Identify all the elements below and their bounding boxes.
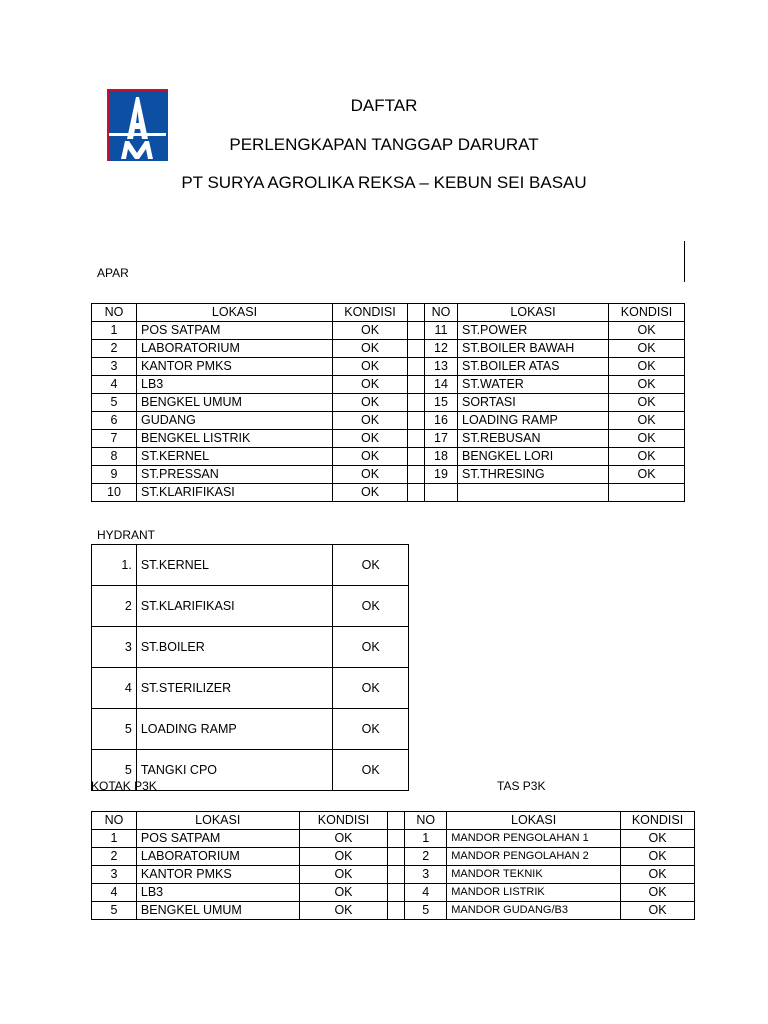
cell-lokasi: MANDOR GUDANG/B3 [447,902,621,920]
cell-no: 10 [92,484,137,502]
cell-kondisi: OK [609,322,685,340]
table-row [92,884,695,902]
table-row [92,322,685,340]
cell-kondisi: OK [299,866,388,884]
table-row [92,376,685,394]
col-kondisi: KONDISI [299,812,388,830]
cell-lokasi: LABORATORIUM [137,340,333,358]
hydrant-label: HYDRANT [97,528,156,542]
table-row [92,627,409,668]
cell-lokasi: ST.KERNEL [137,448,333,466]
cell-kondisi: OK [333,340,408,358]
cell-no: 14 [425,376,458,394]
cell-no [425,484,458,502]
cell-lokasi [458,484,609,502]
cell-lokasi: ST.KLARIFIKASI [136,586,332,627]
column-gap [388,848,405,866]
cell-no: 1 [405,830,447,848]
cell-lokasi: GUDANG [137,412,333,430]
cell-kondisi: OK [299,848,388,866]
cell-lokasi: ST.REBUSAN [458,430,609,448]
cell-lokasi: ST.BOILER [136,627,332,668]
apar-table [91,303,685,502]
cell-no: 3 [92,627,137,668]
cell-no: 5 [92,709,137,750]
table-row [92,430,685,448]
cell-kondisi: OK [333,627,409,668]
column-gap [388,884,405,902]
apar-header-row [92,304,685,322]
col-kondisi: KONDISI [621,812,695,830]
cell-kondisi: OK [621,830,695,848]
column-gap [408,358,425,376]
table-row [92,668,409,709]
cell-lokasi: LOADING RAMP [458,412,609,430]
col-kondisi: KONDISI [333,304,408,322]
doc-title-perlengkapan: PERLENGKAPAN TANGGAP DARURAT [229,135,539,154]
cell-lokasi: ST.BOILER ATAS [458,358,609,376]
table-row [92,586,409,627]
column-gap [388,902,405,920]
cell-no: 2 [92,848,137,866]
table-row [92,902,695,920]
margin-line [684,241,685,282]
col-lokasi: LOKASI [137,304,333,322]
table-row [92,848,695,866]
column-gap [408,484,425,502]
cell-no: 2 [92,340,137,358]
cell-lokasi: BENGKEL UMUM [137,394,333,412]
column-gap [388,830,405,848]
cell-kondisi: OK [299,830,388,848]
col-lokasi: LOKASI [136,812,299,830]
table-row [92,358,685,376]
p3k-table [91,811,695,920]
cell-no: 12 [425,340,458,358]
cell-lokasi: LB3 [137,376,333,394]
cell-kondisi: OK [609,376,685,394]
cell-no: 1. [92,545,137,586]
cell-lokasi: ST.PRESSAN [137,466,333,484]
col-no: NO [405,812,447,830]
cell-kondisi: OK [621,848,695,866]
cell-lokasi: MANDOR LISTRIK [447,884,621,902]
cell-kondisi: OK [333,376,408,394]
cell-no: 3 [92,866,137,884]
col-no: NO [92,812,137,830]
cell-kondisi: OK [609,466,685,484]
cell-lokasi: LOADING RAMP [136,709,332,750]
cell-kondisi: OK [333,358,408,376]
table-row [92,830,695,848]
cell-no: 5 [405,902,447,920]
col-lokasi: LOKASI [458,304,609,322]
cell-no: 9 [92,466,137,484]
hydrant-table [91,544,409,791]
table-row [92,340,685,358]
col-lokasi: LOKASI [447,812,621,830]
cell-lokasi: BENGKEL UMUM [136,902,299,920]
table-row [92,412,685,430]
cell-lokasi: ST.WATER [458,376,609,394]
cell-lokasi: ST.THRESING [458,466,609,484]
cell-no: 5 [92,902,137,920]
cell-kondisi: OK [609,412,685,430]
cell-lokasi: MANDOR PENGOLAHAN 1 [447,830,621,848]
table-row [92,484,685,502]
cell-lokasi: ST.STERILIZER [136,668,332,709]
cell-kondisi: OK [333,545,409,586]
cell-kondisi [609,484,685,502]
table-row [92,448,685,466]
cell-lokasi: BENGKEL LORI [458,448,609,466]
cell-lokasi: POS SATPAM [136,830,299,848]
cell-kondisi: OK [299,884,388,902]
table-row [92,545,409,586]
cell-kondisi: OK [621,866,695,884]
cell-no: 3 [405,866,447,884]
cell-no: 2 [92,586,137,627]
cell-kondisi: OK [609,394,685,412]
cell-kondisi: OK [609,448,685,466]
cell-no: 8 [92,448,137,466]
tas-p3k-label: TAS P3K [497,779,546,793]
cell-kondisi: OK [333,484,408,502]
cell-kondisi: OK [621,902,695,920]
cell-no: 5 [92,750,137,791]
doc-title-company: PT SURYA AGROLIKA REKSA – KEBUN SEI BASAU [181,173,587,192]
cell-kondisi: OK [609,358,685,376]
column-gap [408,322,425,340]
column-gap [408,394,425,412]
cell-kondisi: OK [333,430,408,448]
cell-kondisi: OK [609,340,685,358]
cell-no: 2 [405,848,447,866]
cell-kondisi: OK [333,322,408,340]
cell-no: 1 [92,830,137,848]
column-gap [408,466,425,484]
col-no: NO [92,304,137,322]
cell-no: 4 [92,668,137,709]
cell-lokasi: POS SATPAM [137,322,333,340]
column-gap [408,340,425,358]
cell-kondisi: OK [333,448,408,466]
cell-no: 5 [92,394,137,412]
cell-lokasi: LABORATORIUM [136,848,299,866]
cell-lokasi: SORTASI [458,394,609,412]
cell-kondisi: OK [609,430,685,448]
p3k-header-row [92,812,695,830]
table-row [92,394,685,412]
cell-lokasi: MANDOR TEKNIK [447,866,621,884]
column-gap [388,866,405,884]
kotak-p3k-label: KOTAK P3K [91,779,157,793]
column-gap [408,376,425,394]
cell-no: 3 [92,358,137,376]
column-gap [388,812,405,830]
cell-kondisi: OK [333,466,408,484]
column-gap [408,304,425,322]
column-gap [408,448,425,466]
cell-no: 18 [425,448,458,466]
cell-kondisi: OK [299,902,388,920]
cell-lokasi: KANTOR PMKS [137,358,333,376]
cell-kondisi: OK [333,668,409,709]
cell-no: 15 [425,394,458,412]
cell-no: 6 [92,412,137,430]
cell-no: 19 [425,466,458,484]
col-no: NO [425,304,458,322]
cell-no: 11 [425,322,458,340]
cell-lokasi: KANTOR PMKS [136,866,299,884]
cell-no: 16 [425,412,458,430]
cell-no: 4 [92,884,137,902]
column-gap [408,430,425,448]
cell-lokasi: BENGKEL LISTRIK [137,430,333,448]
column-gap [408,412,425,430]
doc-title-daftar: DAFTAR [350,96,418,115]
cell-lokasi: ST.BOILER BAWAH [458,340,609,358]
cell-lokasi: ST.KLARIFIKASI [137,484,333,502]
cell-kondisi: OK [333,750,409,791]
table-row [92,866,695,884]
apar-label: APAR [97,266,129,280]
cell-no: 13 [425,358,458,376]
cell-no: 4 [405,884,447,902]
col-kondisi: KONDISI [609,304,685,322]
cell-no: 4 [92,376,137,394]
cell-kondisi: OK [621,884,695,902]
cell-lokasi: TANGKI CPO [136,750,332,791]
cell-kondisi: OK [333,586,409,627]
cell-kondisi: OK [333,394,408,412]
cell-kondisi: OK [333,709,409,750]
cell-no: 17 [425,430,458,448]
table-row [92,466,685,484]
cell-lokasi: MANDOR PENGOLAHAN 2 [447,848,621,866]
table-row [92,709,409,750]
cell-lokasi: ST.POWER [458,322,609,340]
cell-lokasi: LB3 [136,884,299,902]
cell-no: 7 [92,430,137,448]
cell-kondisi: OK [333,412,408,430]
cell-no: 1 [92,322,137,340]
cell-lokasi: ST.KERNEL [136,545,332,586]
